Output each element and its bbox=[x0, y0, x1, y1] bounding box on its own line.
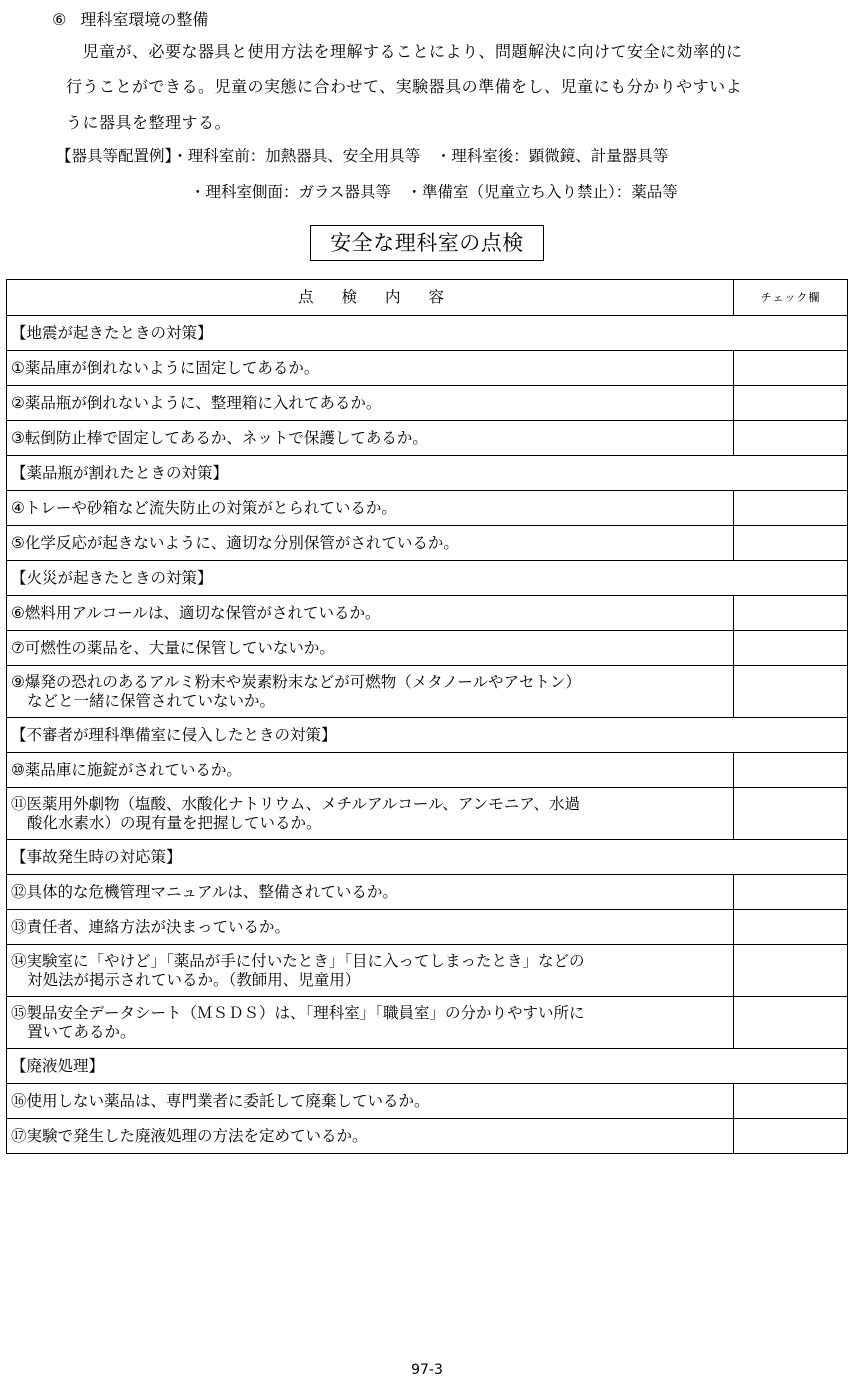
checklist-item-row bbox=[7, 788, 848, 840]
paragraph-line-3: うに器具を整理する。 bbox=[66, 113, 232, 132]
checklist-item-row bbox=[7, 386, 848, 421]
check-box-cell[interactable] bbox=[734, 526, 848, 561]
item-text-continuation: 対処法が掲示されているか。（教師用、児童用） bbox=[27, 970, 361, 989]
section-heading bbox=[52, 12, 208, 28]
checklist-item-row bbox=[7, 351, 848, 386]
paragraph-line-2: 行うことができる。児童の実態に合わせて、実験器具の準備をし、児童にも分かりやすいよ bbox=[66, 77, 743, 96]
category-row bbox=[7, 718, 848, 753]
category-row bbox=[7, 1049, 848, 1084]
checklist-title: 安全な理科室の点検 bbox=[310, 225, 544, 261]
checklist-item-text bbox=[7, 421, 734, 456]
checklist-item-row bbox=[7, 526, 848, 561]
checklist-item-row bbox=[7, 753, 848, 788]
checklist-item-row bbox=[7, 666, 848, 718]
checklist-item-text bbox=[7, 386, 734, 421]
checklist-item-text bbox=[7, 596, 734, 631]
checklist-item-row bbox=[7, 1119, 848, 1154]
item-text-line: ⑯使用しない薬品は、専門業者に委託して廃棄しているか。 bbox=[11, 1091, 430, 1110]
checklist-item-row bbox=[7, 997, 848, 1049]
category-row bbox=[7, 840, 848, 875]
check-box-cell[interactable] bbox=[734, 421, 848, 456]
equipment-layout-line-1: 【器具等配置例】・理科室前：加熱器具、安全用具等 ・理科室後：顕微鏡、計量器具等 bbox=[56, 147, 669, 165]
checklist-item-row bbox=[7, 631, 848, 666]
check-box-cell[interactable] bbox=[734, 491, 848, 526]
category-label: 【事故発生時の対応策】 bbox=[7, 840, 848, 875]
item-text-line: ④トレーや砂箱など流失防止の対策がとられているか。 bbox=[11, 498, 397, 517]
check-box-cell[interactable] bbox=[734, 666, 848, 718]
check-box-cell[interactable] bbox=[734, 945, 848, 997]
item-text-continuation: 置いてあるか。 bbox=[27, 1022, 136, 1041]
safety-checklist-table bbox=[6, 279, 848, 1154]
category-label: 【火災が起きたときの対策】 bbox=[7, 561, 848, 596]
checklist-item-text bbox=[7, 631, 734, 666]
checklist-item-text bbox=[7, 910, 734, 945]
category-label: 【地震が起きたときの対策】 bbox=[7, 316, 848, 351]
item-text-line: ⑬責任者、連絡方法が決まっているか。 bbox=[11, 917, 291, 936]
check-box-cell[interactable] bbox=[734, 386, 848, 421]
check-box-cell[interactable] bbox=[734, 788, 848, 840]
item-text-continuation: 酸化水素水）の現有量を把握しているか。 bbox=[27, 813, 322, 832]
item-text-line: ⑤化学反応が起きないように、適切な分別保管がされているか。 bbox=[11, 533, 459, 552]
check-box-cell[interactable] bbox=[734, 875, 848, 910]
equipment-layout-line-2: ・理科室側面：ガラス器具等 ・準備室（児童立ち入り禁止）：薬品等 bbox=[190, 183, 678, 201]
check-box-cell[interactable] bbox=[734, 1084, 848, 1119]
checklist-item-row bbox=[7, 1084, 848, 1119]
checklist-item-text bbox=[7, 997, 734, 1049]
item-text-line: ⑰実験で発生した廃液処理の方法を定めているか。 bbox=[11, 1126, 368, 1145]
check-box-cell[interactable] bbox=[734, 631, 848, 666]
checklist-body bbox=[7, 316, 848, 1154]
checklist-item-row bbox=[7, 491, 848, 526]
checklist-item-text bbox=[7, 351, 734, 386]
section-number: ⑥ bbox=[52, 10, 67, 29]
check-box-cell[interactable] bbox=[734, 753, 848, 788]
header-check-column: チェック欄 bbox=[734, 280, 848, 316]
item-text-line: ①薬品庫が倒れないように固定してあるか。 bbox=[11, 358, 320, 377]
checklist-item-text bbox=[7, 788, 734, 840]
item-text-line: ⑪医薬用外劇物（塩酸、水酸化ナトリウム、メチルアルコール、アンモニア、水過 bbox=[11, 794, 581, 813]
check-box-cell[interactable] bbox=[734, 910, 848, 945]
item-text-line: ⑫具体的な危機管理マニュアルは、整備されているか。 bbox=[11, 882, 398, 901]
category-row bbox=[7, 456, 848, 491]
checklist-item-row bbox=[7, 910, 848, 945]
check-box-cell[interactable] bbox=[734, 351, 848, 386]
item-text-line: ⑮製品安全データシート（ＭＳＤＳ）は、「理科室」「職員室」の分かりやすい所に bbox=[11, 1003, 585, 1022]
checklist-item-row bbox=[7, 421, 848, 456]
category-label: 【薬品瓶が割れたときの対策】 bbox=[7, 456, 848, 491]
checklist-item-text bbox=[7, 526, 734, 561]
item-text-line: ⑨爆発の恐れのあるアルミ粉末や炭素粉末などが可燃物（メタノールやアセトン） bbox=[11, 672, 581, 691]
header-inspection-content: 点検内容 bbox=[7, 280, 734, 316]
checklist-item-text bbox=[7, 753, 734, 788]
checklist-item-row bbox=[7, 596, 848, 631]
checklist-item-text bbox=[7, 666, 734, 718]
item-text-line: ③転倒防止棒で固定してあるか、ネットで保護してあるか。 bbox=[11, 428, 428, 447]
category-row bbox=[7, 561, 848, 596]
section-title: 理科室環境の整備 bbox=[80, 10, 209, 29]
page-number: 97-3 bbox=[411, 1362, 443, 1378]
item-text-continuation: などと一緒に保管されていないか。 bbox=[27, 691, 276, 710]
checklist-item-text bbox=[7, 1119, 734, 1154]
item-text-line: ⑥燃料用アルコールは、適切な保管がされているか。 bbox=[11, 603, 381, 622]
table-header-row bbox=[7, 280, 848, 316]
item-text-line: ⑩薬品庫に施錠がされているか。 bbox=[11, 760, 242, 779]
category-row bbox=[7, 316, 848, 351]
paragraph-line-1: 児童が、必要な器具と使用方法を理解することにより、問題解決に向けて安全に効率的に bbox=[66, 42, 743, 61]
item-text-line: ⑦可燃性の薬品を、大量に保管していないか。 bbox=[11, 638, 335, 657]
category-label: 【廃液処理】 bbox=[7, 1049, 848, 1084]
item-text-line: ⑭実験室に「やけど」「薬品が手に付いたとき」「目に入ってしまったとき」などの bbox=[11, 951, 585, 970]
checklist-item-text bbox=[7, 1084, 734, 1119]
check-box-cell[interactable] bbox=[734, 596, 848, 631]
checklist-item-row bbox=[7, 875, 848, 910]
checklist-item-text bbox=[7, 491, 734, 526]
category-label: 【不審者が理科準備室に侵入したときの対策】 bbox=[7, 718, 848, 753]
item-text-line: ②薬品瓶が倒れないように、整理箱に入れてあるか。 bbox=[11, 393, 382, 412]
check-box-cell[interactable] bbox=[734, 1119, 848, 1154]
checklist-item-text bbox=[7, 875, 734, 910]
checklist-item-row bbox=[7, 945, 848, 997]
check-box-cell[interactable] bbox=[734, 997, 848, 1049]
checklist-item-text bbox=[7, 945, 734, 997]
